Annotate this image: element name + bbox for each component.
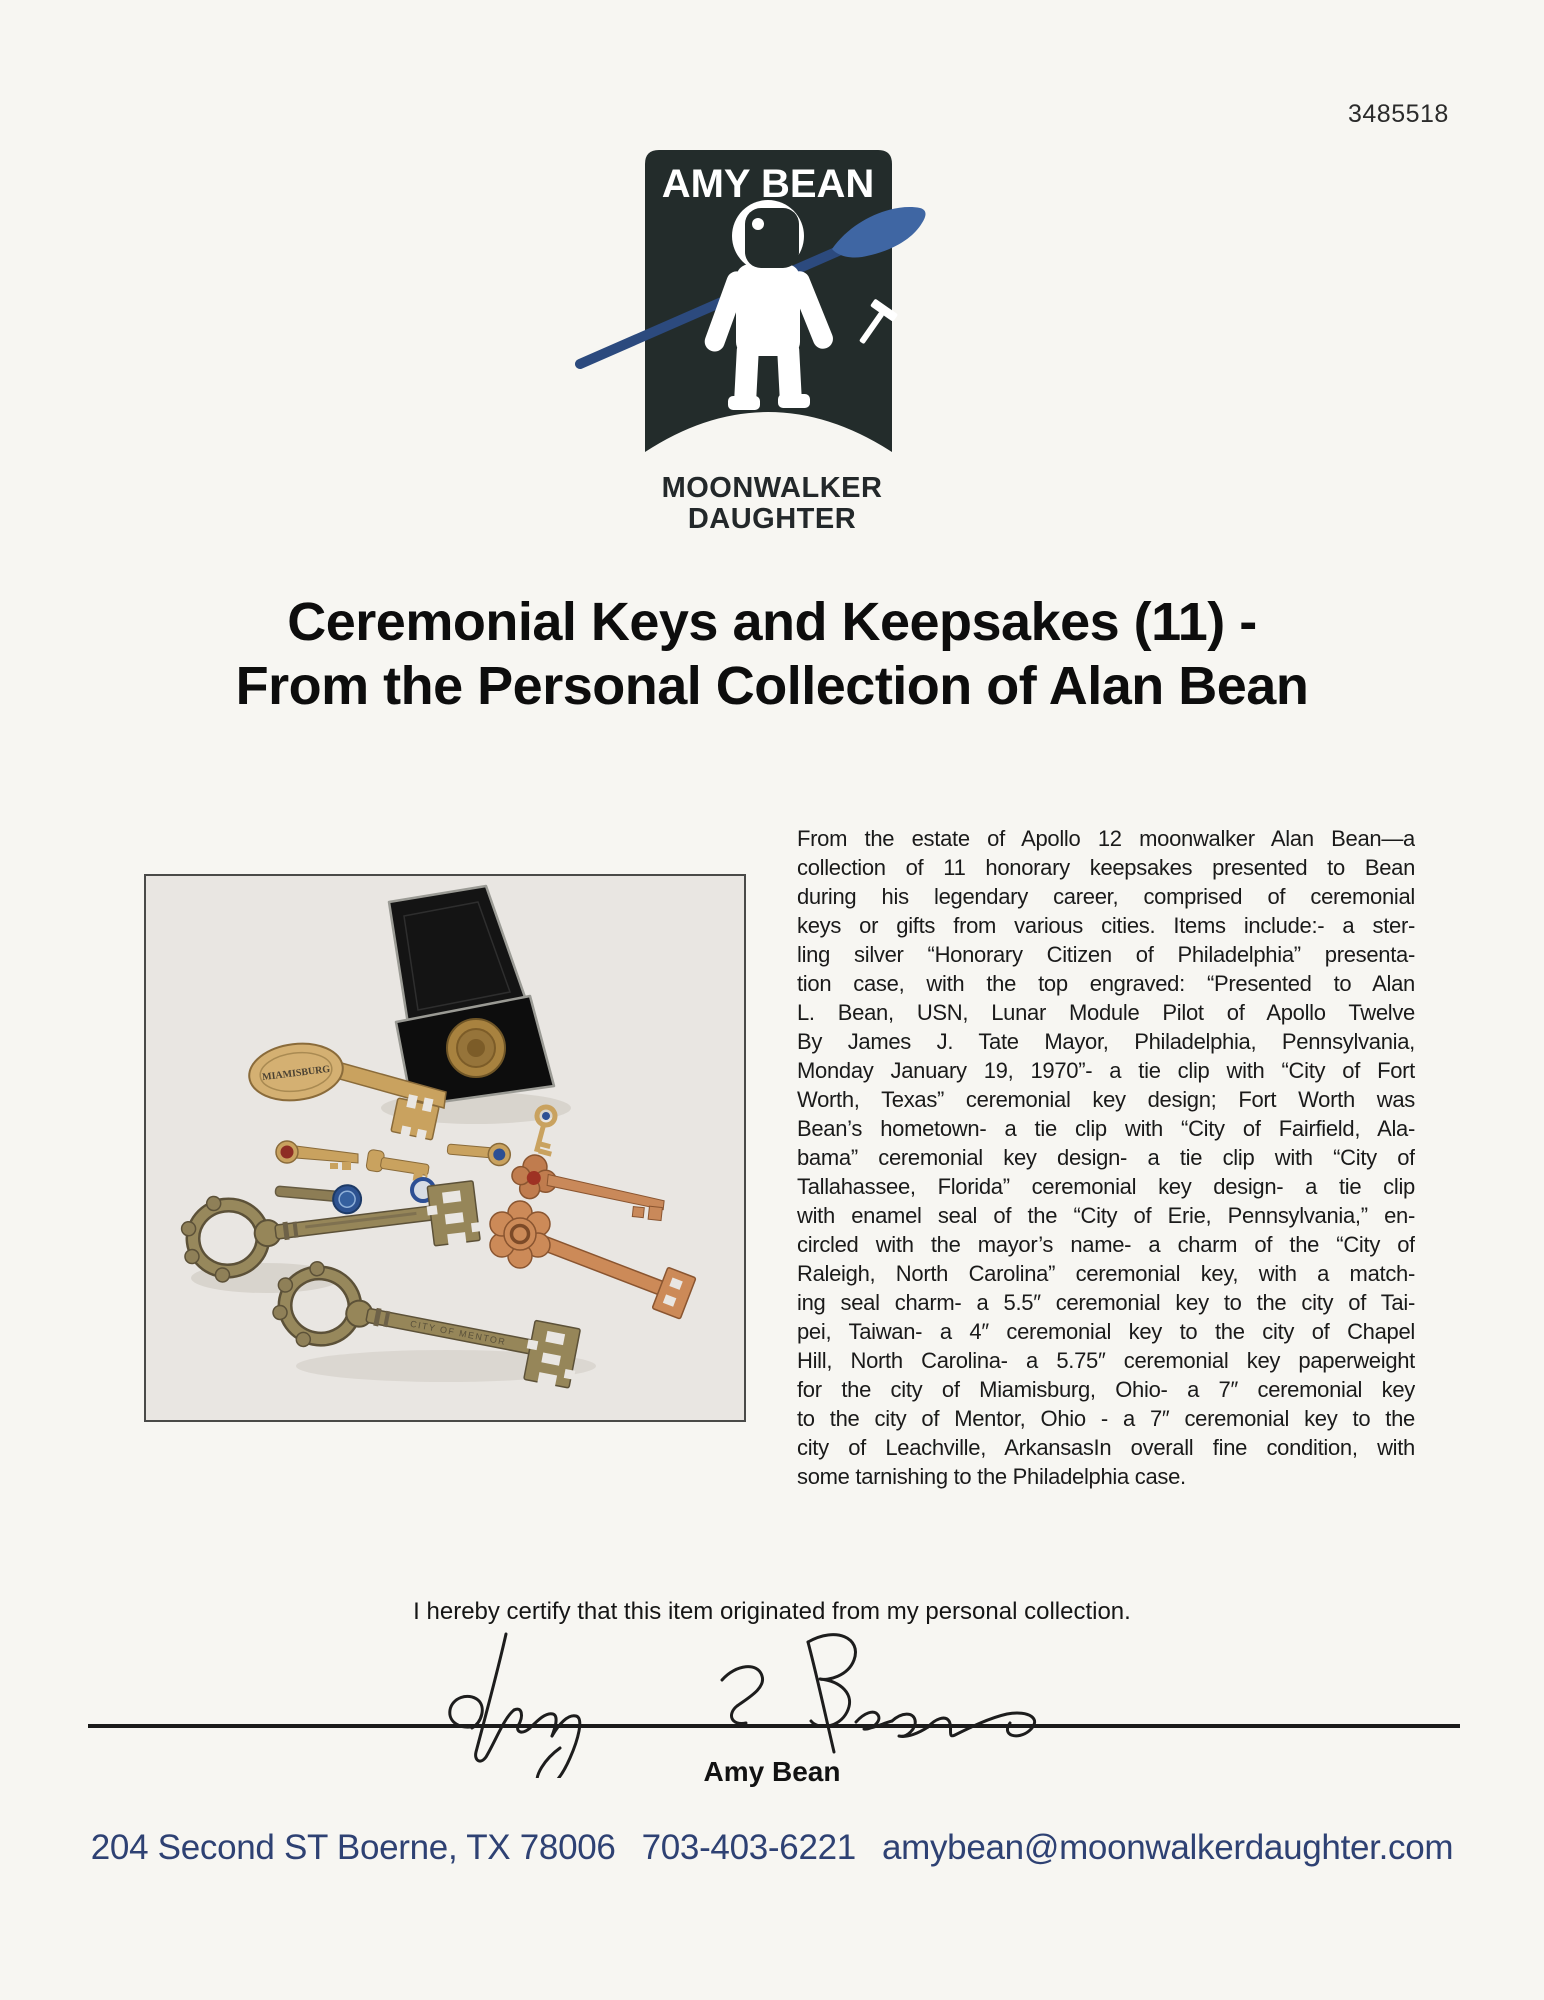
page-title-line-2: From the Personal Collection of Alan Bean [235,656,1309,716]
astronaut-visor [745,208,799,268]
contact-footer [0,1828,1544,1868]
description-line: circled with the mayor’s name- a charm of the “City of [797,1232,1415,1257]
mentor-engraving: CITY OF MENTOR [409,1318,508,1348]
description-line: Hill, North Carolina- a 5.75″ ceremonial key paperweight [797,1348,1415,1373]
page-title-line-1: Ceremonial Keys and Keepsakes (11) - [287,592,1257,652]
philadelphia-medallion [447,1019,505,1077]
moonwalker-daughter-logo [572,150,932,468]
signer-name: Amy Bean [703,1756,841,1787]
miamisburg-engraving: MIAMISBURG [261,1063,331,1084]
description-line: Raleigh, North Carolina” ceremonial key, with a match- [797,1261,1415,1286]
description-line: Worth, Texas” ceremonial key design; Fort Worth was [797,1087,1415,1112]
description-line: some tarnishing to the Philadelphia case. [797,1464,1186,1489]
wordmark [0,473,1544,535]
visor-highlight [752,218,764,230]
description-line: with enamel seal of the “City of Erie, Pennsylvania,” en- [797,1203,1415,1228]
item-description [797,824,1415,1491]
description-line: Monday January 19, 1970”- a tie clip with “City of Fort [797,1058,1415,1083]
signature [440,1618,1080,1778]
scan-number: 3485518 [1348,100,1449,128]
page-title [0,590,1544,718]
description-line: collection of 11 honorary keepsakes presented to Bean [797,855,1415,880]
contact-email: amybean@moonwalkerdaughter.com [881,1828,1454,1867]
item-photo [144,874,746,1422]
contact-phone: 703-403-6221 [641,1828,856,1867]
certification-statement: I hereby certify that this item originated from my personal collection. [413,1598,1131,1625]
description-line: to the city of Mentor, Ohio - a 7″ ceremonial key to the [797,1406,1415,1431]
description-line: bama” ceremonial key design- a tie clip with “City of [797,1145,1415,1170]
description-line: for the city of Miamisburg, Ohio- a 7″ ceremonial key [797,1377,1415,1402]
description-line: during his legendary career, comprised of ceremonial [797,884,1415,909]
description-line: By James J. Tate Mayor, Philadelphia, Pennsylvania, [797,1029,1415,1054]
logo-brand-text: AMY BEAN [661,162,875,206]
astronaut-logo-badge [572,150,932,468]
description-line: ing seal charm- a 5.5″ ceremonial key to the city of Tai- [797,1290,1415,1315]
description-line: city of Leachville, ArkansasIn overall fine condition, with [797,1435,1415,1460]
description-line: keys or gifts from various cities. Items include:- a ster- [797,913,1415,938]
item-photo-illustration [146,876,744,1420]
wordmark-line-2: DAUGHTER [687,503,857,535]
description-line: Bean’s hometown- a tie clip with “City of Fairfield, Ala- [797,1116,1415,1141]
description-line: ling silver “Honorary Citizen of Philadelphia” presenta- [797,942,1415,967]
description-line: From the estate of Apollo 12 moonwalker Alan Bean—a [797,826,1415,851]
wordmark-line-1: MOONWALKER [661,472,883,504]
description-line: pei, Taiwan- a 4″ ceremonial key to the city of Chapel [797,1319,1415,1344]
description-line: Tallahassee, Florida” ceremonial key design- a tie clip [797,1174,1415,1199]
contact-address: 204 Second ST Boerne, TX 78006 [90,1828,616,1867]
description-line: L. Bean, USN, Lunar Module Pilot of Apollo Twelve [797,1000,1415,1025]
description-line: tion case, with the top engraved: “Presented to Alan [797,971,1415,996]
